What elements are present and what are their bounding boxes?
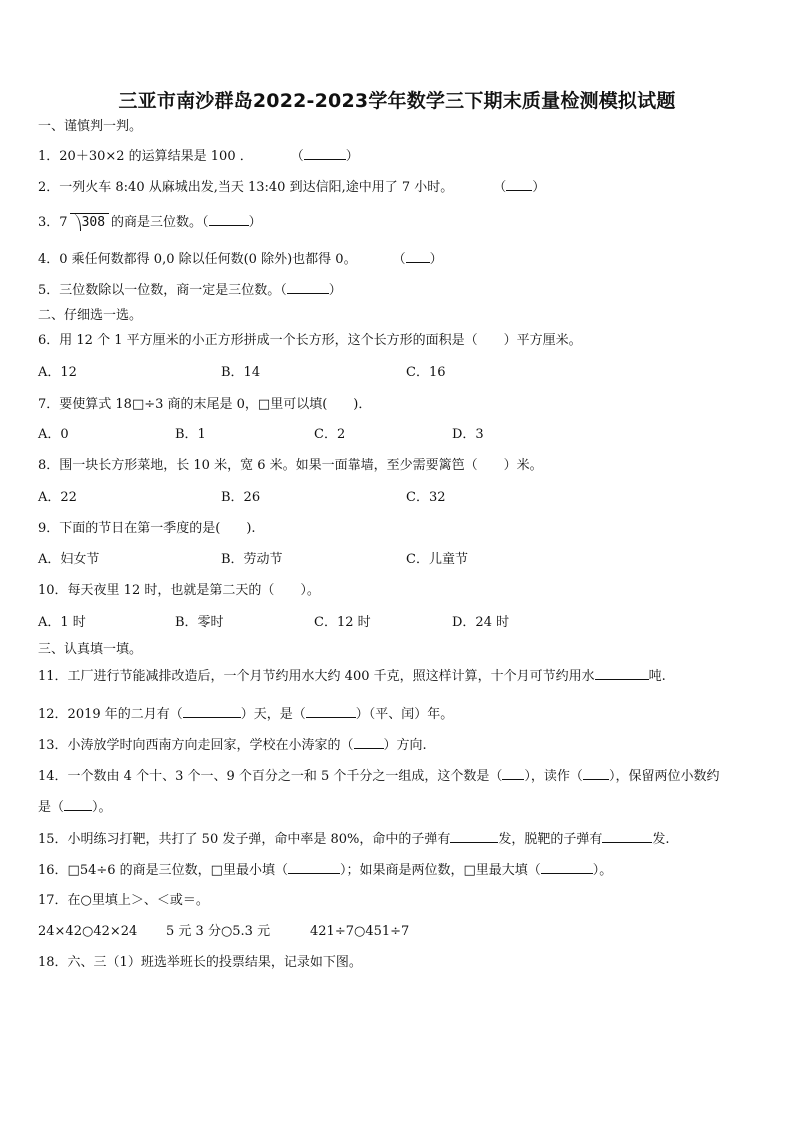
question-10: 10．每天夜里 12 时，也就是第二天的（ ）。 xyxy=(38,583,320,598)
answer-blank[interactable] xyxy=(502,766,524,780)
q10-option-c[interactable]: C．12 时 xyxy=(314,615,371,630)
q9-option-a[interactable]: A．妇女节 xyxy=(38,552,100,567)
question-5: 5．三位数除以一位数，商一定是三位数。（ ） xyxy=(38,280,342,300)
q8-option-c[interactable]: C．32 xyxy=(406,490,446,505)
q10-option-d[interactable]: D．24 时 xyxy=(452,615,510,630)
section-2-heading: 二、仔细选一选。 xyxy=(38,308,143,323)
question-12: 12．2019 年的二月有（ ）天，是（ ）（平、闰）年。 xyxy=(38,704,453,724)
q17-expression-1[interactable]: 24×42○42×24 xyxy=(38,924,138,939)
section-1-heading: 一、谨慎判一判。 xyxy=(38,119,143,134)
q17-expression-3[interactable]: 421÷7○451÷7 xyxy=(310,924,410,939)
question-3: 3．7 308 的商是三位数。（ ） xyxy=(38,212,262,232)
question-14: 14．一个数由 4 个十、3 个一、9 个百分之一和 5 个千分之一组成，这个数是（ ），读作（ ），保留两位小数约 xyxy=(38,766,719,786)
question-13: 13．小涛放学时向西南方向走回家，学校在小涛家的（ ）方向. xyxy=(38,735,427,755)
q7-option-c[interactable]: C．2 xyxy=(314,427,346,442)
q7-option-d[interactable]: D．3 xyxy=(452,427,484,442)
question-7: 7．要使算式 18□÷3 商的末尾是 0，□里可以填( )． xyxy=(38,397,372,412)
question-15: 15．小明练习打靶，共打了 50 发子弹，命中率是 80%，命中的子弹有 发，脱靶的子弹有 发. xyxy=(38,829,670,849)
page-title: 三亚市南沙群岛2022-2023学年数学三下期末质量检测模拟试题 xyxy=(118,90,676,112)
q9-option-c[interactable]: C．儿童节 xyxy=(406,552,468,567)
q10-option-a[interactable]: A．1 时 xyxy=(38,615,86,630)
question-16: 16．□54÷6 的商是三位数，□里最小填（ ）；如果商是两位数，□里最大填（ ）。 xyxy=(38,860,612,880)
q8-option-a[interactable]: A．22 xyxy=(38,490,77,505)
q9-option-b[interactable]: B．劳动节 xyxy=(221,552,283,567)
question-14-continued: 是（ ）。 xyxy=(38,797,112,817)
q7-option-a[interactable]: A．0 xyxy=(38,427,69,442)
q6-option-c[interactable]: C．16 xyxy=(406,365,446,380)
answer-blank[interactable] xyxy=(583,766,609,780)
question-17: 17．在○里填上＞、＜或＝。 xyxy=(38,893,209,908)
answer-blank[interactable] xyxy=(183,704,241,718)
q6-option-a[interactable]: A．12 xyxy=(38,365,77,380)
answer-blank[interactable] xyxy=(541,860,593,874)
question-11: 11．工厂进行节能减排改造后，一个月节约用水大约 400 千克，照这样计算，十个月可节约用水 吨. xyxy=(38,666,666,686)
q17-expression-2[interactable]: 5 元 3 分○5.3 元 xyxy=(166,924,271,939)
answer-blank[interactable] xyxy=(354,735,384,749)
question-8: 8．围一块长方形菜地，长 10 米，宽 6 米。如果一面靠墙，至少需要篱笆（ ）米。 xyxy=(38,458,543,473)
answer-blank[interactable] xyxy=(288,860,340,874)
long-division-symbol: 308 xyxy=(70,213,109,232)
answer-blank[interactable] xyxy=(506,177,532,191)
question-6: 6．用 12 个 1 平方厘米的小正方形拼成一个长方形，这个长方形的面积是（ ）平方厘米。 xyxy=(38,333,582,348)
q10-option-b[interactable]: B．零时 xyxy=(175,615,224,630)
answer-blank[interactable] xyxy=(209,212,249,226)
answer-blank[interactable] xyxy=(287,280,329,294)
answer-blank[interactable] xyxy=(306,704,356,718)
answer-blank[interactable] xyxy=(64,797,92,811)
answer-blank[interactable] xyxy=(406,249,430,263)
answer-blank[interactable] xyxy=(450,829,498,843)
answer-blank[interactable] xyxy=(304,146,346,160)
answer-blank[interactable] xyxy=(602,829,652,843)
question-9: 9．下面的节日在第一季度的是( ). xyxy=(38,521,256,536)
question-4: 4．0 乘任何数都得 0,0 除以任何数(0 除外)也都得 0。 （ ） xyxy=(38,249,443,269)
q7-option-b[interactable]: B．1 xyxy=(175,427,206,442)
section-3-heading: 三、认真填一填。 xyxy=(38,642,143,657)
answer-blank[interactable] xyxy=(595,666,649,680)
question-18: 18．六、三（1）班选举班长的投票结果，记录如下图。 xyxy=(38,955,362,970)
q8-option-b[interactable]: B．26 xyxy=(221,490,261,505)
question-1: 1．20＋30×2 的运算结果是 100 ． （ ） xyxy=(38,146,359,166)
q6-option-b[interactable]: B．14 xyxy=(221,365,261,380)
question-2: 2．一列火车 8:40 从麻城出发,当天 13:40 到达信阳,途中用了 7 小时。 （ ） xyxy=(38,177,545,197)
